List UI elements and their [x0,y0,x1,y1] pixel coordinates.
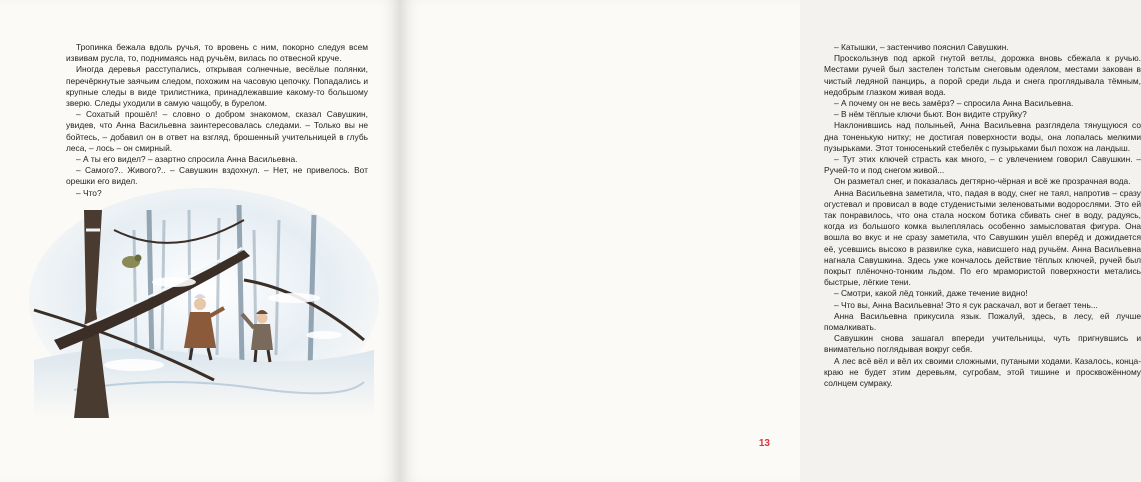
paragraph: – В нём тёплые ключи бьют. Вон видите струйку? [834,109,1027,120]
paragraph: – Сохатый прошёл! – словно о добром знакомом, сказал Савушкин, увидев, что Анна Васильевна заинтересовалась следами. – Только вы не бойтесь, – добавил он в ответ на взгляд, брошенный учительницей в глубь леса, – лось – он смирный. [66,109,368,153]
paragraph: А лес всё вёл и вёл их своими сложными, путаными ходами. Казалось, конца-краю не будет этим деревьям, сугробам, этой тишине и просквожённому солнцем сумраку. [824,355,1141,389]
paragraph: – Тут этих ключей страсть как много, – с увлечением говорил Савушкин. – Ручей-то и под снегом живой... [824,154,1141,176]
paragraph: Проскользнув под аркой гнутой ветлы, дорожка вновь сбежала к ручью. Местами ручей был застелен толстым снеговым одеялом, местами закован в чистый ледяной панцирь, а порой среди льда и снега проглядывала тёмным, недобрым глазком живая вода. [824,53,1141,97]
paragraph: Иногда деревья расступались, открывая солнечные, весёлые полянки, перечёркнутые заячьим следом, похожим на часовую цепочку. Попадались и крупные следы в виде трилистника, принадлежавшие какому-то большому зверю. Следы уходили в самую чащобу, в бурелом. [66,64,368,109]
winter-forest-illustration [14,187,386,420]
right-page [400,0,1141,482]
paragraph: Савушкин снова зашагал впереди учительницы, чуть пригнувшись и внимательно поглядывая вокруг себя. [824,333,1141,355]
paragraph: – Самого?.. Живого?.. – Савушкин вздохнул. – Нет, не привелось. Вот орешки его видел. [66,165,368,187]
paragraph: Он разметал снег, и показалась дегтярно-чёрная и всё же прозрачная вода. [834,176,1131,187]
paragraph: Анна Васильевна заметила, что, падая в воду, снег не таял, напротив – сразу огустевал и провисал в воде студенистыми зеленоватыми водорослями. Это ей так понравилось, что она стала носком ботика сбивать снег в воду, радуясь, когда из большого комка вылеплялась особенно замысловатая фигура. Она вошла во вкус и не сразу заметила, что Савушкин ушёл вперёд и дожидается её, усевшись высоко в развилке сука, нависшего над ручьём. Анна Васильевна нагнала Савушкина. Здесь уже кончалось действие тёплых ключей, ручей был покрыт плёночно-тонким льдом. По его мрамористой поверхности метались быстрые, лёгкие тени. [824,187,1141,288]
paragraph: Анна Васильевна прикусила язык. Пожалуй, здесь, в лесу, ей лучше помалкивать. [824,310,1141,333]
page-number: 13 [758,438,770,449]
paragraph: – Что? [76,187,102,198]
bird-head [135,255,142,262]
paragraph: – Смотри, какой лёд тонкий, даже течение видно! [834,288,1028,299]
left-page [0,0,400,482]
paragraph: Тропинка бежала вдоль ручья, то вровень с ним, покорно следуя всем извивам русла, то, поднимаясь над ручьём, вилась по отвесной круче. [66,42,368,64]
right-text-column [824,42,1141,389]
paragraph: Наклонившись над полыньей, Анна Васильевна разглядела тянущуюся со дна тоненькую нитку; не достигая поверхности воды, она лопалась мелкими пузырьками. Этот тонюсенький стебелёк с пузырьками был похож на ландыш. [824,120,1141,153]
paragraph: – А почему он не весь замёрз? – спросила Анна Васильевна. [834,98,1074,109]
paragraph: – Катышки, – застенчиво пояснил Савушкин. [834,42,1009,52]
paragraph: – Что вы, Анна Васильевна! Это я сук раскачал, вот и бегает тень... [834,299,1098,310]
paragraph: – А ты его видел? – азартно спросила Анна Васильевна. [76,154,298,165]
left-text-column [66,42,368,199]
